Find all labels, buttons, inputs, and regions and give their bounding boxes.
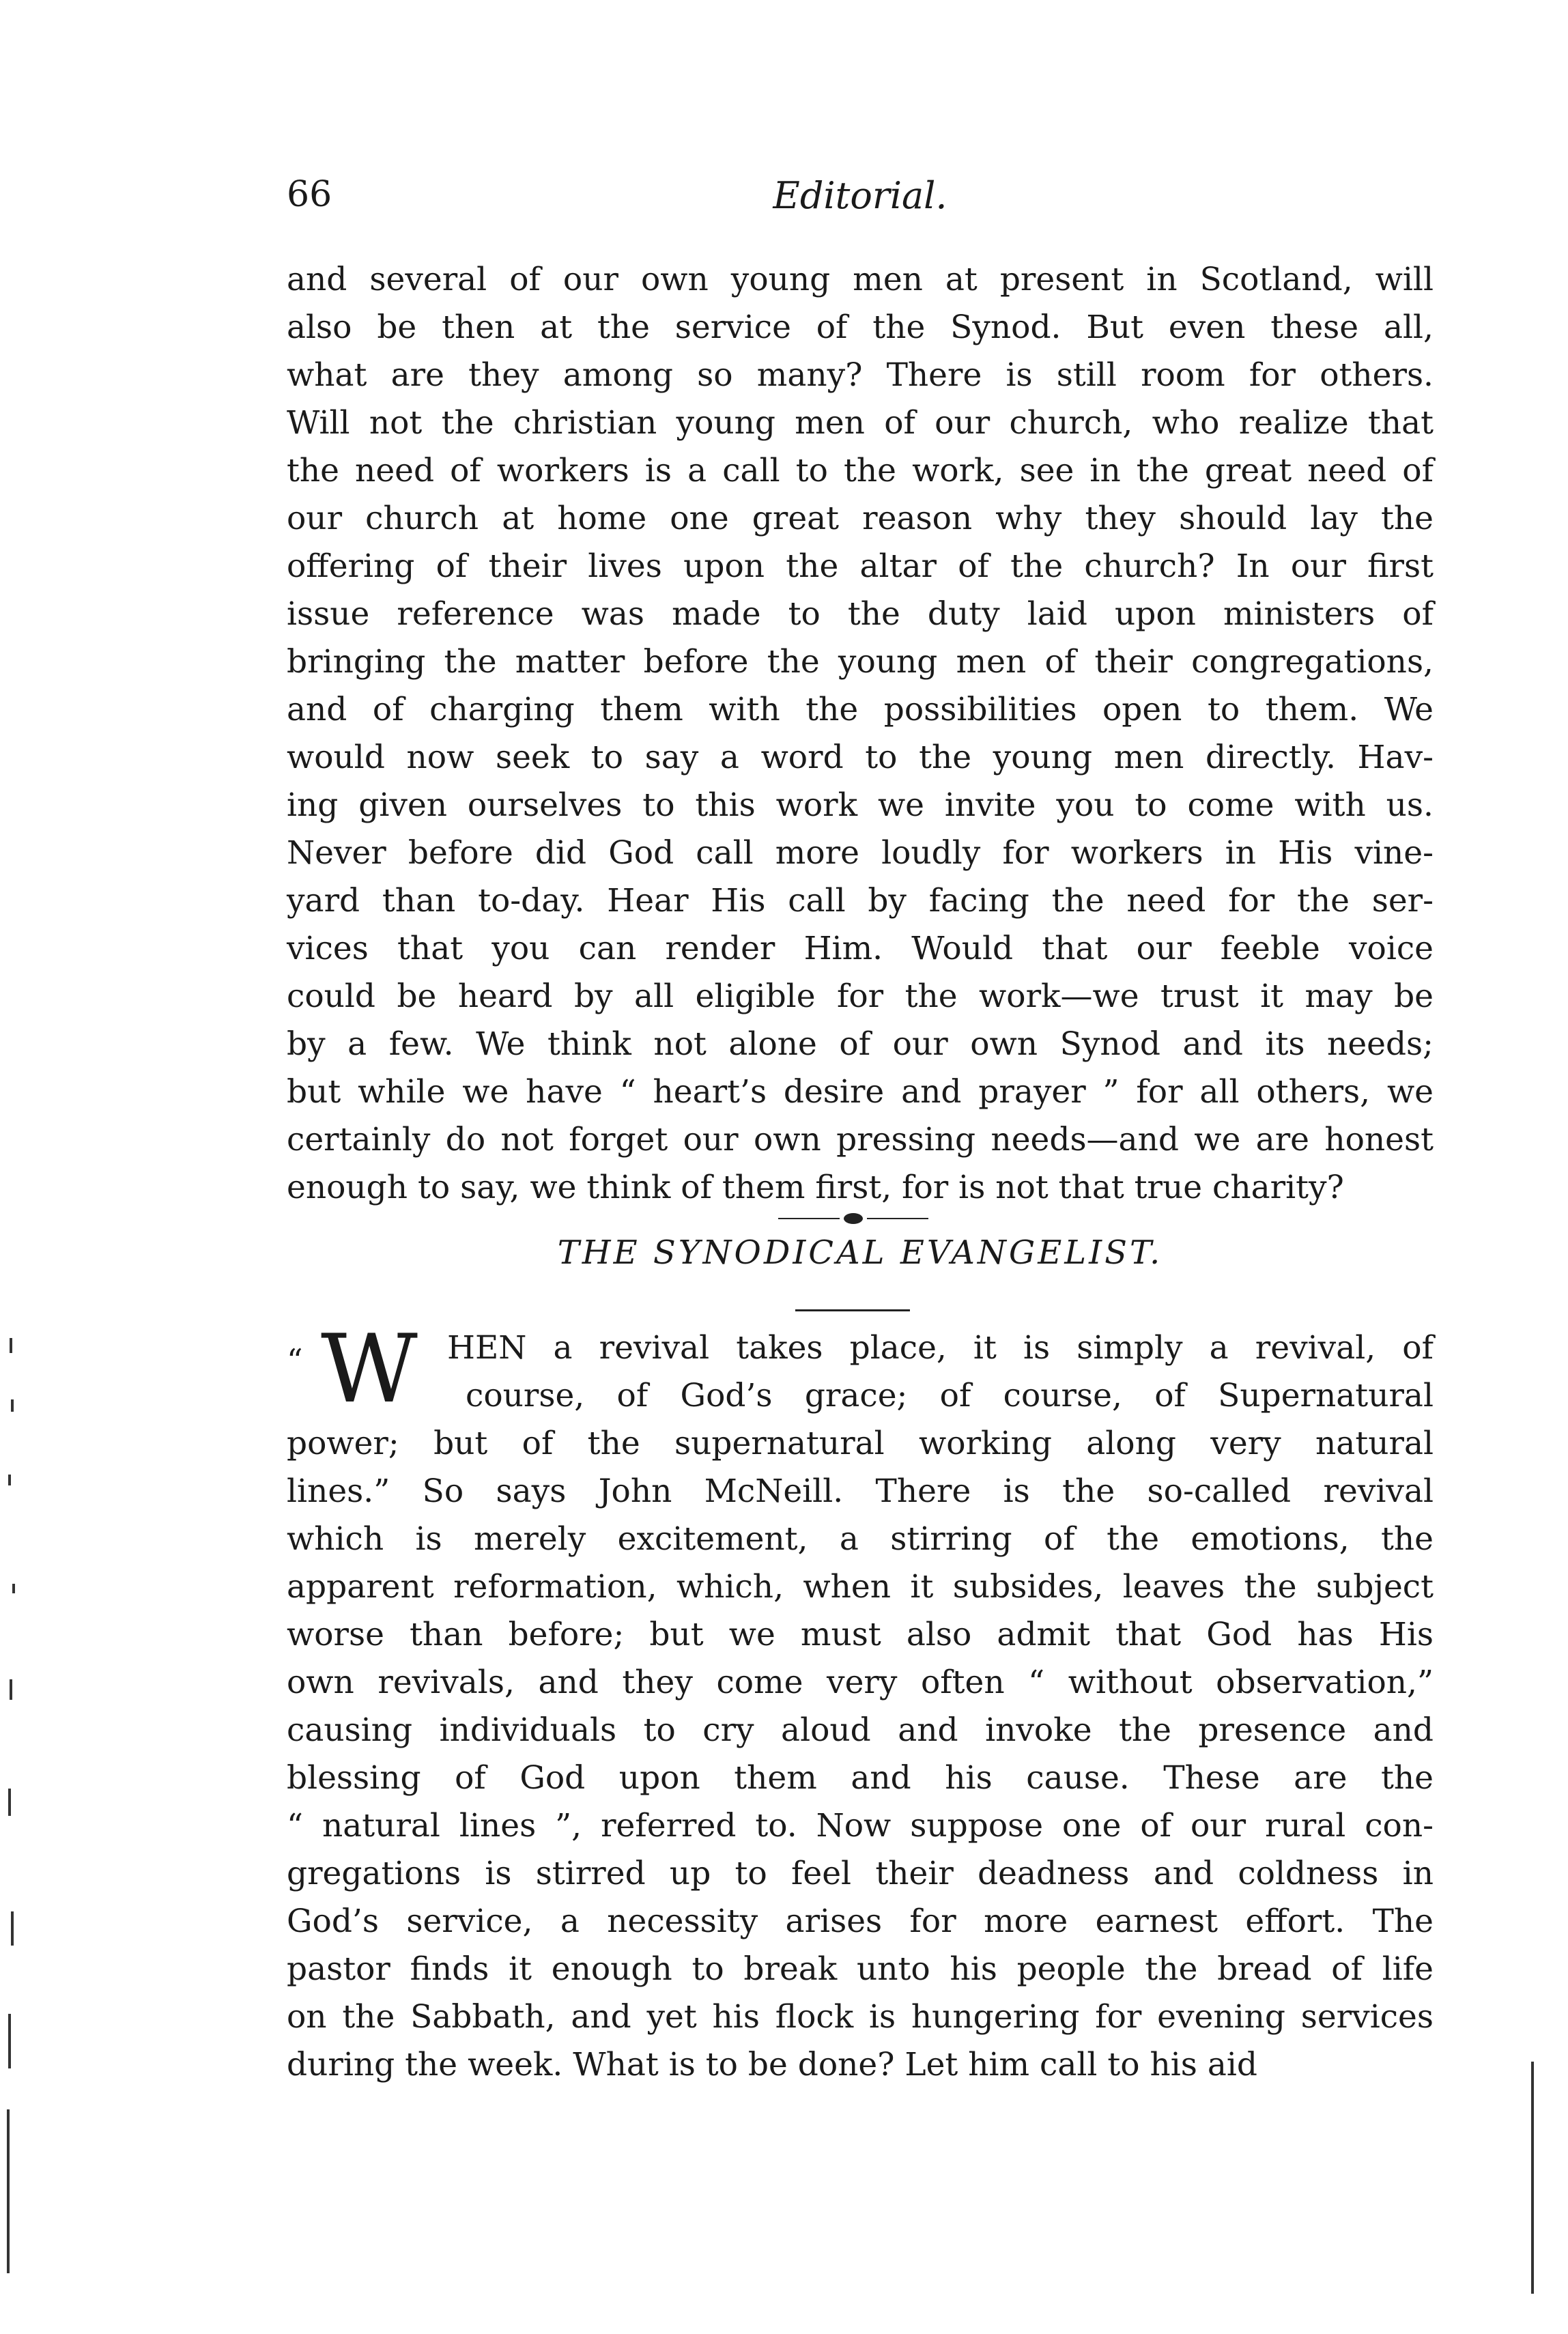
- text-line: HEN a revival takes place, it is simply a revival, of: [447, 1329, 1434, 1367]
- text-line: bringing the matter before the young men of their congregations,: [287, 643, 1434, 681]
- running-head: Editorial.: [773, 174, 947, 217]
- text-line: and several of our own young men at present in Scotland, will: [287, 261, 1434, 298]
- text-line: what are they among so many? There is still room for others.: [287, 356, 1434, 394]
- left-margin-specks: [0, 1297, 55, 2287]
- ornament-center: [844, 1213, 863, 1224]
- text-line: by a few. We think not alone of our own Synod and its needs;: [287, 1025, 1434, 1063]
- margin-speck: [7, 2109, 10, 2273]
- text-line: Will not the christian young men of our church, who realize that: [287, 404, 1434, 442]
- text-line: on the Sabbath, and yet his flock is hungering for evening services: [287, 1998, 1434, 2036]
- margin-speck: [10, 1679, 12, 1700]
- text-line: pastor finds it enough to break unto his people the bread of life: [287, 1950, 1434, 1988]
- opening-quote-mark: “: [287, 1342, 303, 1379]
- title-rule: [795, 1309, 910, 1311]
- text-line: blessing of God upon them and his cause. These are the: [287, 1759, 1434, 1797]
- margin-speck: [11, 1911, 14, 1946]
- text-line: “ natural lines ”, referred to. Now suppose one of our rural con-: [287, 1807, 1434, 1845]
- right-edge-mark: [1531, 2062, 1534, 2294]
- text-line: which is merely excitement, a stirring of the emotions, the: [287, 1520, 1434, 1558]
- text-line: yard than to-day. Hear His call by facing the need for the ser-: [287, 882, 1434, 920]
- text-line: would now seek to say a word to the young men directly. Hav-: [287, 739, 1434, 776]
- page-number: 66: [287, 174, 332, 215]
- article-body: [287, 1314, 1434, 2089]
- margin-speck: [12, 1584, 15, 1593]
- ornament-rule-left: [778, 1218, 840, 1219]
- margin-speck: [10, 1338, 12, 1353]
- text-line: ing given ourselves to this work we invite you to come with us.: [287, 786, 1434, 824]
- text-line: and of charging them with the possibilities open to them. We: [287, 691, 1434, 728]
- text-line: causing individuals to cry aloud and invoke the presence and: [287, 1711, 1434, 1749]
- text-line: own revivals, and they come very often “ without observation,”: [287, 1664, 1434, 1701]
- text-line: could be heard by all eligible for the work—we trust it may be: [287, 978, 1434, 1015]
- text-line: worse than before; but we must also admit that God has His: [287, 1616, 1434, 1653]
- margin-speck: [11, 1399, 14, 1412]
- text-line: God’s service, a necessity arises for more earnest effort. The: [287, 1903, 1434, 1940]
- margin-speck: [8, 1789, 11, 1816]
- text-line: course, of God’s grace; of course, of Supernatural: [466, 1377, 1434, 1414]
- editorial-continuation: [287, 256, 1434, 1212]
- section-ornament: [778, 1215, 928, 1222]
- text-line: the need of workers is a call to the work, see in the great need of: [287, 452, 1434, 489]
- text-line: issue reference was made to the duty laid upon ministers of: [287, 595, 1434, 633]
- text-line: enough to say, we think of them first, for is not that true charity?: [287, 1169, 1344, 1206]
- text-line: offering of their lives upon the altar of the church? In our first: [287, 547, 1434, 585]
- text-line: Never before did God call more loudly for workers in His vine-: [287, 834, 1434, 872]
- text-line: certainly do not forget our own pressing needs—and we are honest: [287, 1121, 1434, 1158]
- ornament-rule-right: [867, 1218, 928, 1219]
- text-line: but while we have “ heart’s desire and prayer ” for all others, we: [287, 1073, 1434, 1111]
- text-line: during the week. What is to be done? Let him call to his aid: [287, 2046, 1258, 2083]
- text-line: apparent reformation, which, when it subsides, leaves the subject: [287, 1568, 1434, 1606]
- text-line: lines.” So says John McNeill. There is the so-called revival: [287, 1472, 1434, 1510]
- article-title: THE SYNODICAL EVANGELIST.: [557, 1234, 1163, 1272]
- margin-speck: [8, 2014, 11, 2068]
- text-line: gregations is stirred up to feel their deadness and coldness in: [287, 1855, 1434, 1892]
- text-line: also be then at the service of the Synod. But even these all,: [287, 309, 1434, 346]
- page-header: [287, 174, 1434, 229]
- text-line: our church at home one great reason why they should lay the: [287, 500, 1434, 537]
- drop-cap-letter: W: [321, 1314, 418, 1424]
- margin-speck: [8, 1475, 11, 1485]
- text-line: vices that you can render Him. Would that our feeble voice: [287, 930, 1434, 967]
- text-line: power; but of the supernatural working along very natural: [287, 1425, 1434, 1462]
